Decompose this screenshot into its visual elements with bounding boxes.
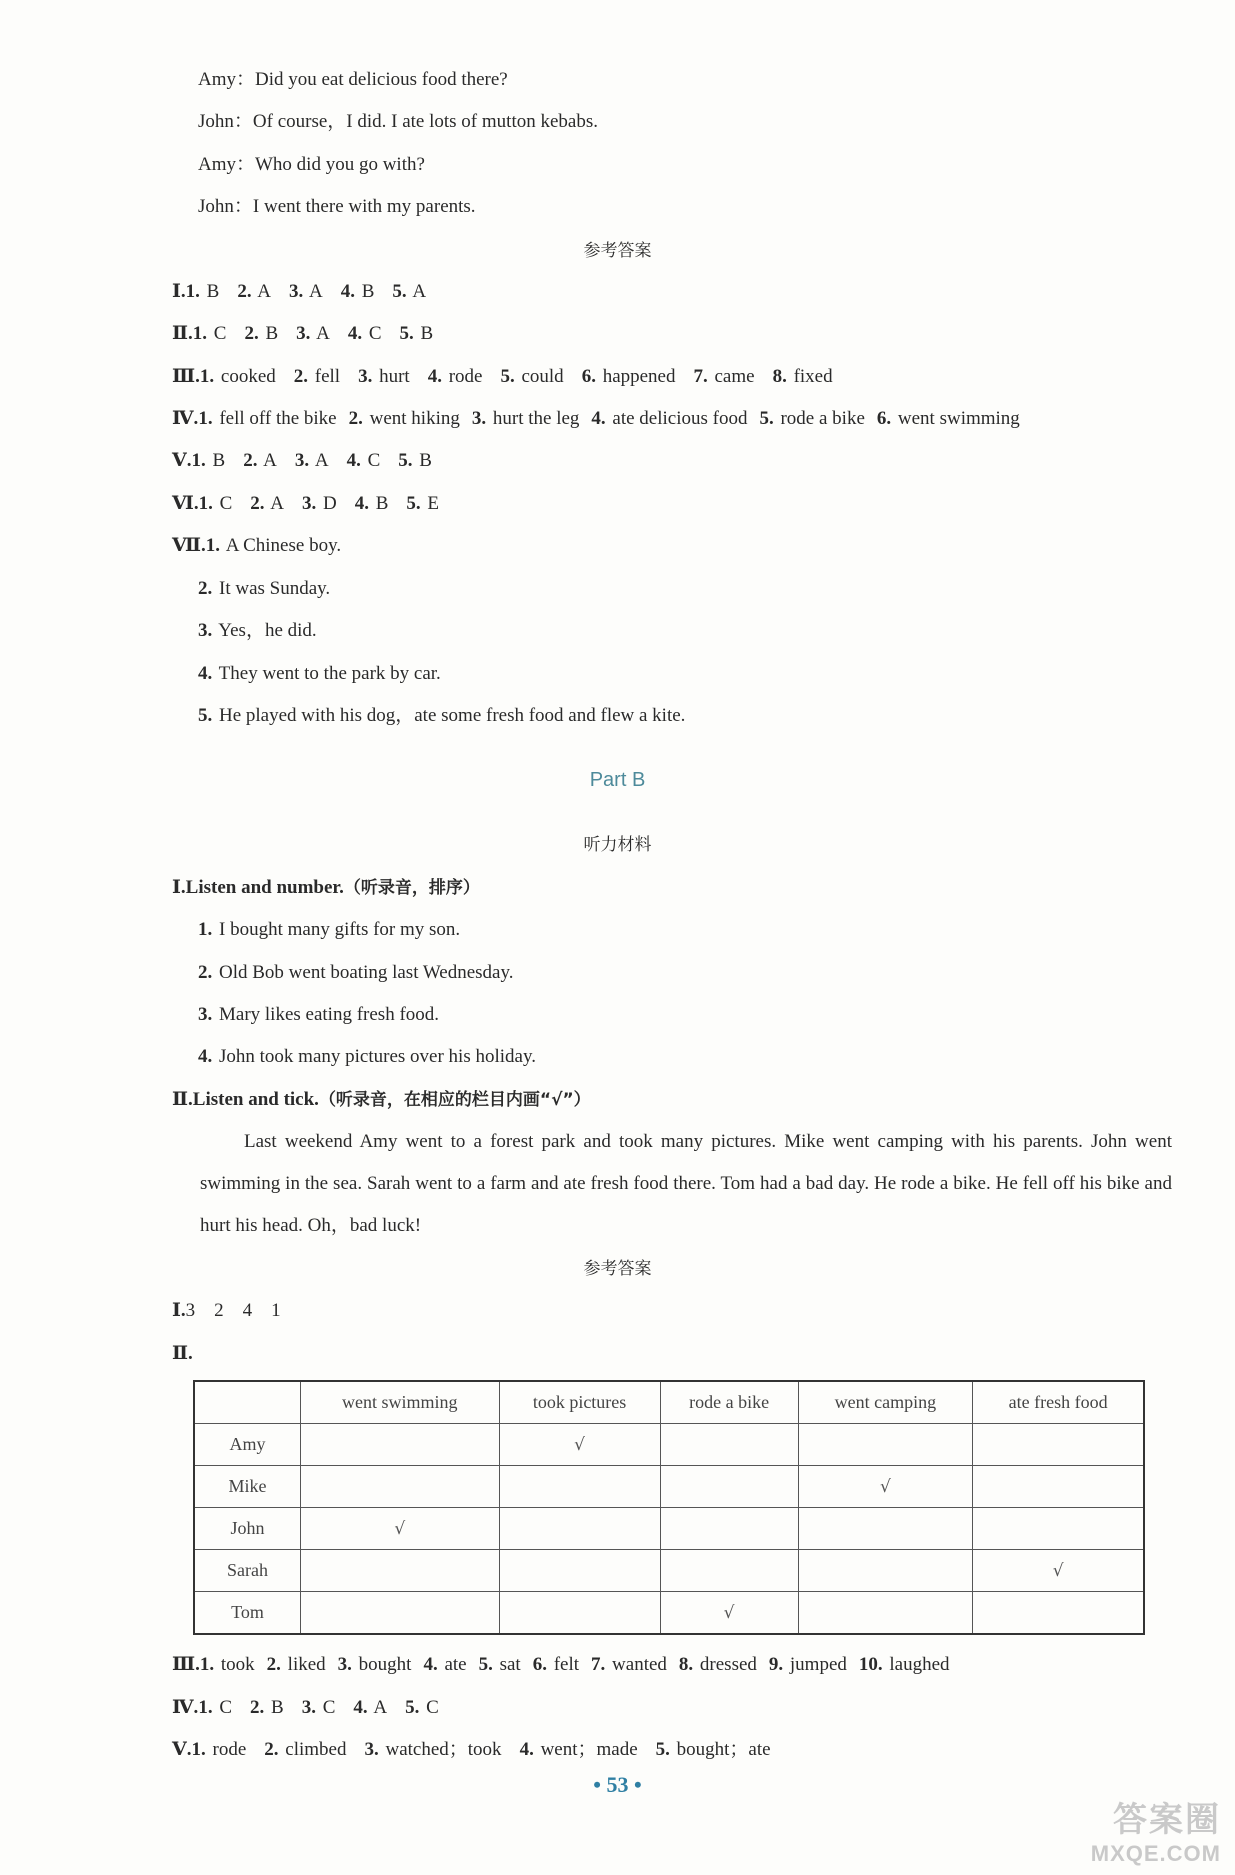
table-cell: [301, 1466, 500, 1508]
tick-table: [193, 1380, 1145, 1635]
answer-b-5: [172, 1738, 771, 1762]
item-text: E: [427, 493, 440, 514]
item-number: 1.: [192, 323, 208, 344]
row-label: Ⅱ.: [172, 1343, 193, 1364]
item-text: A: [412, 281, 427, 302]
item-number: 4.: [198, 1046, 213, 1067]
listening-line: [198, 918, 460, 942]
item-text: watched；took: [385, 1739, 502, 1760]
item-number: 6.: [532, 1654, 547, 1675]
answer-row-7-label: [172, 534, 341, 558]
table-cell: [301, 1550, 500, 1592]
table-cell: [660, 1508, 798, 1550]
table-row: [194, 1466, 1144, 1508]
item-text: hurt the leg: [492, 408, 580, 429]
row-label: Ⅳ.: [172, 1697, 199, 1718]
table-row: [194, 1424, 1144, 1466]
item-number: 1.: [199, 366, 215, 387]
answer-b-2: [172, 1342, 193, 1366]
row-label: Ⅱ.: [172, 1089, 193, 1110]
page-number: • 53 •: [593, 1772, 642, 1797]
item-number: 4.: [347, 323, 363, 344]
item-number: 3.: [301, 493, 317, 514]
item-number: 7.: [693, 366, 708, 387]
item-text: They went to the park by car.: [218, 663, 441, 684]
item-text: A Chinese boy.: [225, 535, 342, 556]
item-text: A: [373, 1697, 388, 1718]
item-number: 7.: [591, 1654, 606, 1675]
item-number: 1.: [198, 1697, 213, 1718]
answer-b-4: [172, 1696, 439, 1720]
table-cell: √: [301, 1508, 500, 1550]
item-number: 9.: [768, 1654, 784, 1675]
item-text: took: [220, 1654, 255, 1675]
row-name: Sarah: [194, 1550, 301, 1592]
table-cell: [798, 1550, 973, 1592]
item-text: dressed: [699, 1654, 757, 1675]
item-number: 8.: [678, 1654, 694, 1675]
table-cell: √: [973, 1550, 1144, 1592]
item-text: B: [212, 450, 226, 471]
item-text: B: [361, 281, 375, 302]
item-number: 2.: [250, 1697, 265, 1718]
item-number: 4.: [340, 281, 355, 302]
item-number: 1.: [198, 493, 213, 514]
item-number: 2.: [250, 493, 265, 514]
item-text: C: [426, 1697, 439, 1718]
answer-b-3: [172, 1653, 950, 1677]
item-number: 3.: [364, 1739, 379, 1760]
table-cell: [973, 1424, 1144, 1466]
item-text: B: [420, 323, 434, 344]
item-text: bought；ate: [676, 1739, 771, 1760]
item-text: ate: [444, 1654, 467, 1675]
answers-title-b: 参考答案: [583, 1259, 652, 1279]
item-number: 6.: [581, 366, 596, 387]
row-label: Ⅶ.: [172, 535, 206, 556]
listening-line: [198, 1003, 439, 1027]
row-name: Tom: [194, 1592, 301, 1635]
item-number: 5.: [655, 1739, 670, 1760]
item-text: ate delicious food: [612, 408, 748, 429]
table-cell: [499, 1508, 660, 1550]
answer-row-1: [172, 280, 426, 304]
listening-line: [198, 1045, 536, 1069]
item-text: B: [375, 493, 389, 514]
watermark-title: 答案圈: [1113, 1801, 1221, 1839]
item-text: could: [521, 366, 564, 387]
table-cell: [660, 1424, 798, 1466]
row-label: Ⅴ.: [172, 1739, 192, 1760]
item-text: B: [419, 450, 432, 471]
item-number: 3.: [471, 408, 487, 429]
answer-row-4: [172, 407, 1020, 431]
item-number: 4.: [591, 408, 606, 429]
item-number: 1.: [198, 919, 213, 940]
column-header: took pictures: [499, 1381, 660, 1424]
item-number: 1.: [191, 450, 206, 471]
answer-row-2: [172, 322, 433, 346]
item-text: C: [368, 323, 382, 344]
item-number: 4.: [353, 1697, 368, 1718]
item-text: A: [316, 323, 330, 344]
item-text: Old Bob went boating last Wednesday.: [219, 962, 514, 983]
row-label: Ⅰ.: [172, 281, 186, 302]
item-number: 2.: [264, 1739, 279, 1760]
listening-line: [198, 961, 514, 985]
item-text: went；made: [540, 1739, 638, 1760]
item-text: C: [322, 1697, 336, 1718]
table-cell: [301, 1592, 500, 1635]
item-text: I bought many gifts for my son.: [219, 919, 461, 940]
listening-title: 听力材料: [583, 835, 652, 855]
item-number: 1.: [199, 1654, 215, 1675]
item-text: fell: [314, 366, 341, 387]
item-text: hurt: [379, 366, 410, 387]
heading-cn: （听录音，在相应的栏目内画“√”）: [318, 1090, 591, 1110]
answers-title: 参考答案: [583, 241, 652, 261]
item-text: felt: [553, 1654, 580, 1675]
item-number: 5.: [398, 450, 413, 471]
table-cell: [973, 1466, 1144, 1508]
answer-line: [198, 662, 441, 686]
heading-text: Listen and number.: [185, 877, 344, 898]
item-text: A: [270, 493, 284, 514]
item-number: 2.: [266, 1654, 281, 1675]
item-number: 5.: [478, 1654, 493, 1675]
item-number: 5.: [405, 1697, 420, 1718]
row-name: John: [194, 1508, 301, 1550]
item-text: rode: [212, 1739, 247, 1760]
answer-value: 3 2 4 1: [185, 1300, 281, 1321]
item-text: went swimming: [897, 408, 1020, 429]
item-text: B: [265, 323, 279, 344]
table-row: [194, 1550, 1144, 1592]
item-number: 3.: [198, 1004, 213, 1025]
item-text: A: [308, 281, 323, 302]
item-text: went hiking: [369, 408, 460, 429]
item-text: Mary likes eating fresh food.: [219, 1004, 440, 1025]
item-number: 5.: [198, 705, 213, 726]
item-text: liked: [287, 1654, 326, 1675]
answer-b-1: [172, 1299, 281, 1323]
item-text: rode a bike: [780, 408, 865, 429]
row-name: Amy: [194, 1424, 301, 1466]
item-number: 2.: [198, 962, 213, 983]
table-cell: [660, 1550, 798, 1592]
answer-line: [198, 577, 330, 601]
row-label: Ⅳ.: [172, 408, 199, 429]
table-cell: [499, 1550, 660, 1592]
part-b-title: Part B: [589, 769, 646, 791]
item-text: wanted: [612, 1654, 667, 1675]
item-number: 3.: [198, 620, 213, 641]
item-number: 2.: [244, 323, 259, 344]
answer-line: [198, 704, 685, 728]
item-number: 4.: [354, 493, 369, 514]
answer-row-6: [172, 492, 439, 516]
item-text: happened: [602, 366, 676, 387]
item-number: 4.: [423, 1654, 438, 1675]
item-number: 2.: [348, 408, 363, 429]
item-text: B: [271, 1697, 284, 1718]
item-number: 2.: [198, 578, 213, 599]
item-text: Yes，he did.: [218, 620, 317, 641]
item-number: 4.: [346, 450, 361, 471]
item-number: 6.: [876, 408, 892, 429]
table-cell: √: [660, 1592, 798, 1635]
section-1-heading: [172, 876, 480, 900]
item-number: 5.: [500, 366, 515, 387]
table-cell: [798, 1592, 973, 1635]
item-number: 1.: [205, 535, 220, 556]
answer-line: [198, 619, 317, 643]
item-number: 8.: [772, 366, 787, 387]
answer-row-5: [172, 449, 432, 473]
item-number: 3.: [337, 1654, 352, 1675]
item-number: 3.: [296, 323, 311, 344]
item-number: 2.: [243, 450, 258, 471]
row-name: Mike: [194, 1466, 301, 1508]
item-text: came: [714, 366, 755, 387]
table-cell: √: [798, 1466, 973, 1508]
answer-row-3: [172, 365, 833, 389]
item-text: fixed: [793, 366, 833, 387]
item-text: C: [367, 450, 381, 471]
table-cell: [301, 1424, 500, 1466]
item-number: 5.: [392, 281, 407, 302]
item-text: D: [322, 493, 337, 514]
item-number: 1.: [191, 1739, 206, 1760]
row-label: Ⅲ.: [172, 1654, 200, 1675]
item-text: John took many pictures over his holiday.: [219, 1046, 536, 1067]
table-cell: [798, 1424, 973, 1466]
column-header: went camping: [798, 1381, 973, 1424]
item-number: 4.: [427, 366, 442, 387]
item-text: sat: [499, 1654, 521, 1675]
item-number: 3.: [289, 281, 304, 302]
item-number: 3.: [358, 366, 373, 387]
item-number: 5.: [399, 323, 414, 344]
table-cell: [660, 1466, 798, 1508]
row-label: Ⅴ.: [172, 450, 192, 471]
table-cell: [798, 1508, 973, 1550]
item-text: fell off the bike: [219, 408, 337, 429]
item-number: 1.: [185, 281, 200, 302]
table-cell: [973, 1508, 1144, 1550]
listening-passage: [200, 1121, 1172, 1247]
item-number: 4.: [198, 663, 213, 684]
item-text: bought: [358, 1654, 412, 1675]
table-cell: [499, 1592, 660, 1635]
item-text: climbed: [285, 1739, 347, 1760]
item-number: 4.: [519, 1739, 534, 1760]
item-number: 5.: [759, 408, 774, 429]
column-header: went swimming: [301, 1381, 500, 1424]
table-row: [194, 1592, 1144, 1635]
item-text: A: [314, 450, 329, 471]
watermark-logo: [1091, 1792, 1221, 1867]
item-number: 5.: [406, 493, 421, 514]
row-label: Ⅵ.: [172, 493, 199, 514]
heading-text: Listen and tick.: [192, 1089, 319, 1110]
item-text: He played with his dog，ate some fresh food and flew a kite.: [219, 705, 686, 726]
item-text: A: [263, 450, 277, 471]
dialogue-line: John：I went there with my parents.: [198, 196, 476, 217]
column-header: rode a bike: [660, 1381, 798, 1424]
table-header-row: [194, 1381, 1144, 1424]
item-text: C: [219, 1697, 232, 1718]
table-cell: [973, 1592, 1144, 1635]
item-number: 10.: [858, 1654, 883, 1675]
dialogue-line: Amy：Did you eat delicious food there?: [198, 69, 508, 90]
item-text: cooked: [220, 366, 276, 387]
row-label: Ⅲ.: [172, 366, 200, 387]
item-text: jumped: [789, 1654, 847, 1675]
dialogue-line: John：Of course，I did. I ate lots of mutton kebabs.: [198, 111, 598, 132]
table-cell: √: [499, 1424, 660, 1466]
row-label: Ⅰ.: [172, 877, 186, 898]
item-text: B: [206, 281, 220, 302]
item-text: C: [213, 323, 227, 344]
heading-cn: （听录音，排序）: [343, 878, 480, 898]
column-header: [194, 1381, 301, 1424]
table-row: [194, 1508, 1144, 1550]
item-text: A: [257, 281, 272, 302]
column-header: ate fresh food: [973, 1381, 1144, 1424]
item-text: C: [219, 493, 233, 514]
row-label: Ⅱ.: [172, 323, 193, 344]
section-2-heading: [172, 1088, 591, 1112]
row-label: Ⅰ.: [172, 1300, 186, 1321]
item-number: 2.: [293, 366, 309, 387]
item-number: 2.: [237, 281, 252, 302]
table-cell: [499, 1466, 660, 1508]
item-text: It was Sunday.: [219, 578, 331, 599]
watermark-url: MXQE.COM: [1090, 1841, 1221, 1866]
dialogue-line: Amy：Who did you go with?: [198, 154, 425, 175]
item-number: 3.: [294, 450, 310, 471]
item-number: 1.: [198, 408, 213, 429]
item-number: 3.: [301, 1697, 316, 1718]
passage-text: Last weekend Amy went to a forest park and took many pictures. Mike went camping with his parents. John went swimming in the sea. Sarah went to a farm and ate fresh food there. Tom had a bad day. He rode a bike. He fell off his bike and hurt his head. Oh，bad luck!: [200, 1131, 1172, 1236]
item-text: rode: [448, 366, 483, 387]
item-text: laughed: [889, 1654, 950, 1675]
